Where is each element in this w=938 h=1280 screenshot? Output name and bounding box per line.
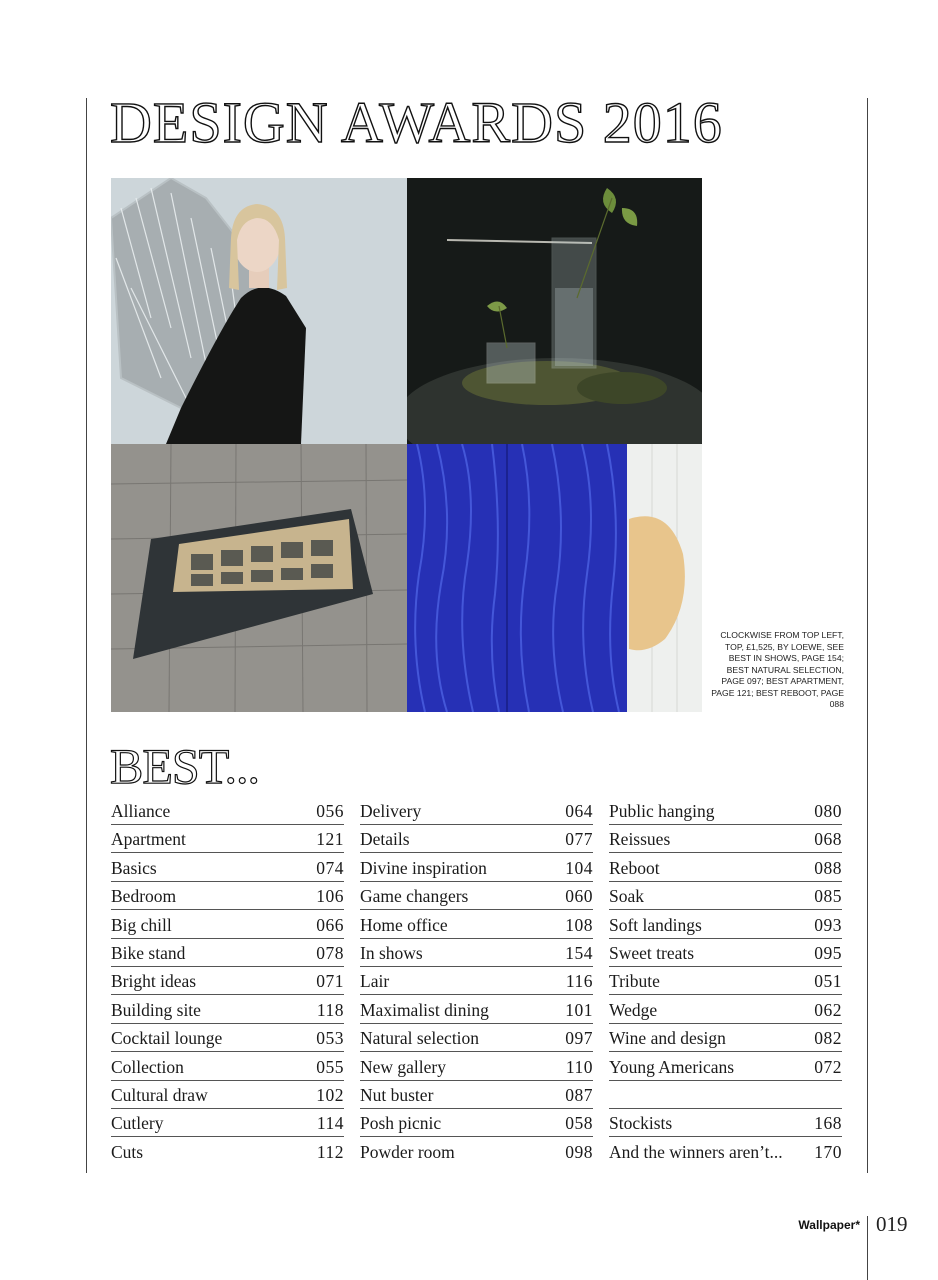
index-entry[interactable]: Details 077 [360,826,593,853]
index-entry[interactable]: Building site 118 [111,997,344,1024]
index-entry[interactable]: Delivery 064 [360,798,593,825]
index-entry[interactable]: Posh picnic 058 [360,1110,593,1137]
right-rule [867,98,868,1173]
footer-rule [867,1216,868,1280]
plant-still-life-photo [407,178,702,444]
index-entry[interactable]: Stockists 168 [609,1110,842,1137]
index-entry[interactable]: Game changers 060 [360,883,593,910]
index-entry[interactable]: Soak 085 [609,883,842,910]
index-column-1 [111,798,344,1166]
brand-logo: Wallpaper* [798,1218,860,1232]
page-title: DESIGN AWARDS 2016 [110,90,723,155]
index-column-3 [609,798,842,1166]
index-entry[interactable]: Collection 055 [111,1054,344,1081]
index-entry[interactable]: Wine and design 082 [609,1025,842,1052]
index-entry[interactable]: Tribute 051 [609,968,842,995]
index-entry[interactable]: Big chill 066 [111,912,344,939]
page-number: 019 [876,1212,908,1236]
index-entry[interactable]: Cutlery 114 [111,1110,344,1137]
index-entry[interactable]: Maximalist dining 101 [360,997,593,1024]
index-entry[interactable]: Bike stand 078 [111,940,344,967]
index-entry[interactable]: Divine inspiration 104 [360,855,593,882]
index-entry[interactable]: Lair 116 [360,968,593,995]
index-entry[interactable]: Reissues 068 [609,826,842,853]
index-entry[interactable]: Public hanging 080 [609,798,842,825]
index-entry[interactable]: Natural selection 097 [360,1025,593,1052]
index-entry[interactable]: Powder room 098 [360,1141,593,1162]
index-entry[interactable]: Cuts 112 [111,1141,344,1162]
index-entry[interactable]: Basics 074 [111,855,344,882]
index-entry[interactable]: Home office 108 [360,912,593,939]
index-entry[interactable]: Cultural draw 102 [111,1082,344,1109]
index-entry[interactable]: Wedge 062 [609,997,842,1024]
index-entry[interactable]: And the winners aren’t... 170 [609,1141,842,1162]
index-entry[interactable]: Bedroom 106 [111,883,344,910]
index-entry[interactable]: Sweet treats 095 [609,940,842,967]
blue-wood-photo [407,444,702,712]
index-entry[interactable]: In shows 154 [360,940,593,967]
photo-caption: CLOCKWISE FROM TOP LEFT, TOP, £1,525, BY LOEWE, SEE BEST IN SHOWS, PAGE 154; BEST NATURAL SELECTION, PAGE 097; BEST APARTMENT, PAGE 121; BEST REBOOT, PAGE 088 [711,630,844,709]
index-entry[interactable]: Nut buster 087 [360,1082,593,1109]
index-column-2 [360,798,593,1166]
building-window-photo [111,444,407,712]
left-rule [86,98,87,1173]
index-entry[interactable]: Alliance 056 [111,798,344,825]
index-entry[interactable]: Bright ideas 071 [111,968,344,995]
index-entry[interactable]: Soft landings 093 [609,912,842,939]
index-spacer [609,1082,842,1109]
index-entry[interactable]: Cocktail lounge 053 [111,1025,344,1052]
index-entry[interactable]: New gallery 110 [360,1054,593,1081]
index-entry[interactable]: Young Americans 072 [609,1054,842,1081]
fashion-photo [111,178,407,444]
index-entry[interactable]: Apartment 121 [111,826,344,853]
index-entry[interactable]: Reboot 088 [609,855,842,882]
best-heading: BEST... [110,738,260,794]
